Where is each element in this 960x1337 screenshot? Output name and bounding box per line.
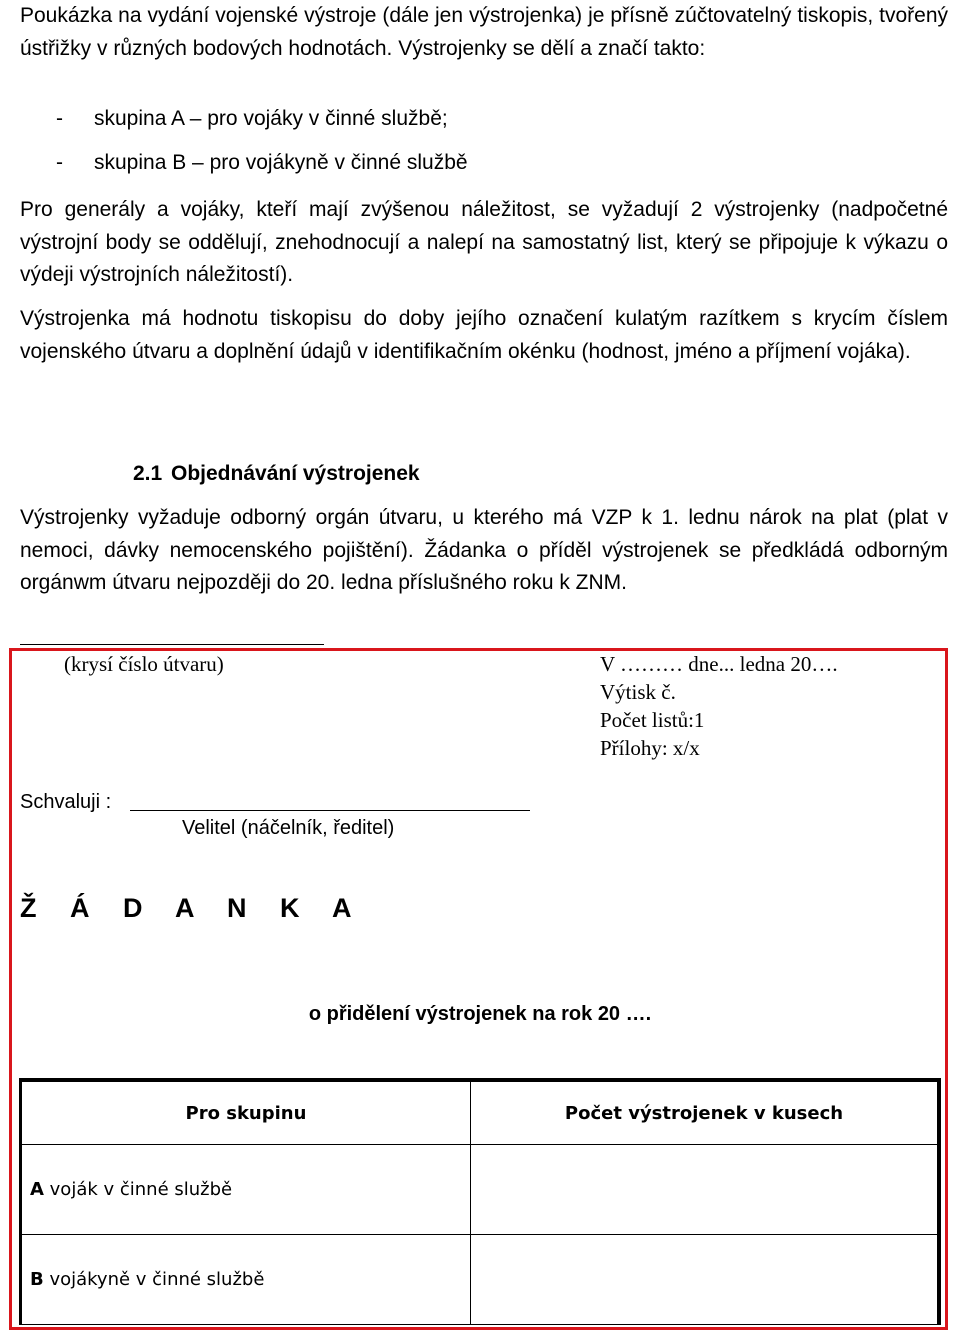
form-title: Ž Á D A N K A	[20, 893, 365, 923]
section-heading	[133, 458, 420, 490]
group-text: voják v činné službě	[43, 1179, 233, 1200]
count-cell[interactable]	[471, 1235, 940, 1325]
bullet-text: skupina B – pro vojákyně v činné službě	[94, 151, 468, 174]
place-date: V ……… dne... ledna 20….	[600, 652, 838, 676]
header-count: Počet výstrojenek v kusech	[471, 1080, 940, 1145]
header-group: Pro skupinu	[21, 1080, 471, 1145]
group-text: vojákyně v činné službě	[43, 1269, 265, 1290]
bullet-dash: -	[56, 107, 63, 130]
bullet-text: skupina A – pro vojáky v činné službě;	[94, 107, 448, 130]
table-row	[21, 1145, 940, 1235]
bullet-dash: -	[56, 151, 63, 174]
table-header-row	[21, 1080, 940, 1145]
copy-number: Výtisk č.	[600, 680, 676, 704]
section-title: Objednávání výstrojenek	[171, 462, 420, 485]
divider-line	[20, 644, 324, 645]
allocation-table	[19, 1078, 941, 1325]
signature-line	[130, 810, 530, 811]
group-cell	[21, 1235, 471, 1325]
group-letter: B	[30, 1269, 44, 1290]
count-cell[interactable]	[471, 1145, 940, 1235]
section-number: 2.1	[133, 462, 163, 485]
bullet-group-a	[56, 103, 448, 135]
bullet-group-b	[56, 147, 468, 179]
intro-paragraph-1: Poukázka na vydání vojenské výstroje (dále jen výstrojenka) je přísně zúčtovatelný tiskopis, tvořený ústřižky v různých bodových hodnotách. Výstrojenky se dělí a značí takto:	[20, 4, 948, 60]
group-cell	[21, 1145, 471, 1235]
form-subtitle: o přidělení výstrojenek na rok 20 ….	[308, 1003, 652, 1025]
intro-paragraph-2: Pro generály a vojáky, kteří mají zvýšenou náležitost, se vyžadují 2 výstrojenky (nadpočetné výstrojní body se oddělují, znehodnocují a nalepí na samostatný list, který se připojuje k výkazu o výdeji výstrojních náležitostí).	[20, 198, 948, 286]
intro-paragraph-3: Výstrojenka má hodnotu tiskopisu do doby jejího označení kulatým razítkem s krycím číslem vojenského útvaru a doplnění údajů v identifikačním okénku (hodnost, jméno a příjmení vojáka).	[20, 307, 948, 363]
table-row	[21, 1235, 940, 1325]
group-letter: A	[30, 1179, 44, 1200]
attachments: Přílohy: x/x	[600, 736, 700, 760]
section-paragraph: Výstrojenky vyžaduje odborný orgán útvaru, u kterého má VZP k 1. lednu nárok na plat (plat v nemoci, dávky nemocenského pojištění). Žádanka o příděl výstrojenek se předkládá odborným orgánwm útvaru nejpozději do 20. ledna příslušného roku k ZNM.	[20, 506, 948, 594]
commander-label: Velitel (náčelník, ředitel)	[182, 817, 395, 839]
unit-label: (krysí číslo útvaru)	[64, 652, 224, 676]
sheet-count: Počet listů:1	[600, 708, 705, 732]
approve-label: Schvaluji :	[20, 791, 112, 813]
